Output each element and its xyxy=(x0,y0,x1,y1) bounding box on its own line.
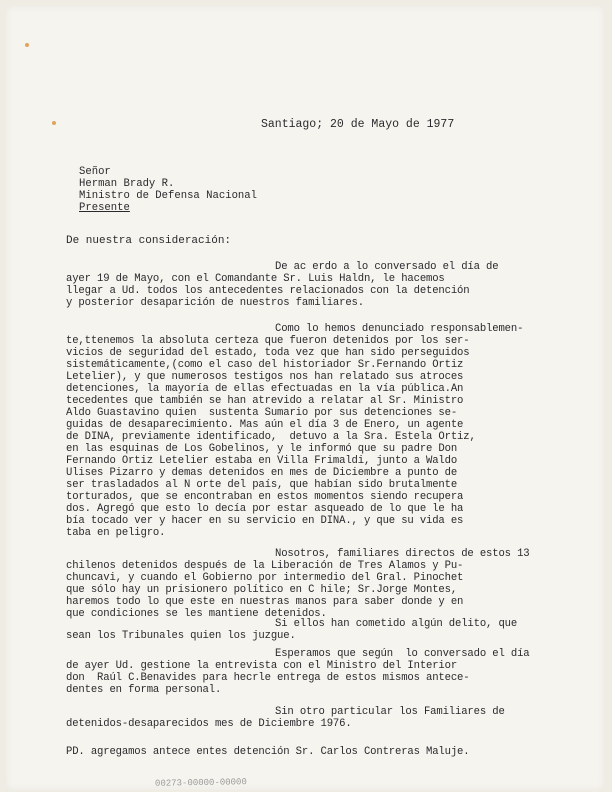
body-line: chilenos detenidos después de la Liberación de Tres Alamos y Pu- xyxy=(66,560,464,572)
body-line: torturados, que se encontraban en estos momentos siendo recupera xyxy=(66,491,464,503)
recipient-salutation: Señor xyxy=(79,166,111,178)
body-line: llegar a Ud. todos los antecedentes relacionados con la detención xyxy=(66,285,470,297)
body-line: Esperamos que según lo conversado el día xyxy=(275,648,530,660)
body-line: de DINA, previamente identificado, detuvo a la Sra. Estela Ortiz, xyxy=(66,431,476,443)
body-line: Como lo hemos denunciado responsablemen- xyxy=(275,323,524,335)
body-line: sistemáticamente,(como el caso del historiador Sr.Fernando Ortiz xyxy=(66,359,464,371)
body-line: ayer 19 de Mayo, con el Comandante Sr. Luis Haldn, le hacemos xyxy=(66,273,445,285)
body-line: Sin otro particular los Familiares de xyxy=(275,706,505,718)
body-line: sean los Tribunales quien los juzgue. xyxy=(66,630,296,642)
body-line: bía tocado ver y hacer en su servicio en DINA., y que su vida es xyxy=(66,515,464,527)
body-line: haremos todo lo que este en nuestras manos para saber donde y en xyxy=(66,596,464,608)
body-line: Aldo Guastavino quien sustenta Sumario por sus detenciones se- xyxy=(66,407,458,419)
body-line: detenciones, la mayoría de ellas efectuadas en la vía pública.An xyxy=(66,383,464,395)
letter-date: Santiago; 20 de Mayo de 1977 xyxy=(261,118,455,131)
body-line: que condiciones se les mantiene detenidos. xyxy=(66,608,327,620)
recipient-title: Ministro de Defensa Nacional xyxy=(79,190,258,202)
recipient-name: Herman Brady R. xyxy=(79,178,175,190)
postscript: PD. agregamos antece entes detención Sr. Carlos Contreras Maluje. xyxy=(66,746,470,758)
body-line: de ayer Ud. gestione la entrevista con el Ministro del Interior xyxy=(66,660,458,672)
body-line: dos. Agregó que esto lo decía por estar asqueado de lo que le ha xyxy=(66,503,464,515)
body-line: Letelier), y que numerosos testigos nos han relatado sus atroces xyxy=(66,371,464,383)
body-line: y posterior desaparición de nuestros familiares. xyxy=(66,297,364,309)
body-line: en las esquinas de Los Gobelinos, y le informó que su padre Don xyxy=(66,443,458,455)
body-line: vicios de seguridad del estado, toda vez que han sido perseguidos xyxy=(66,347,470,359)
body-line: Ulises Pizarro y demas detenidos en mes de Diciembre a punto de xyxy=(66,467,458,479)
body-line: dentes en forma personal. xyxy=(66,684,222,696)
stain-mark xyxy=(52,121,56,125)
body-line: que sólo hay un prisionero político en C hile; Sr.Jorge Montes, xyxy=(66,584,458,596)
body-line: don Raúl C.Benavides para hecrle entrega de estos mismos antece- xyxy=(66,672,470,684)
body-line: Si ellos han cometido algún delito, que xyxy=(275,618,518,630)
greeting: De nuestra consideración: xyxy=(66,235,232,247)
recipient-presente: Presente xyxy=(79,202,130,214)
stain-mark xyxy=(25,43,29,47)
body-line: Nosotros, familiares directos de estos 13 xyxy=(275,548,530,560)
body-line: tecedentes que también se han atrevido a relatar al Sr. Ministro xyxy=(66,395,464,407)
body-line: chuncavi, y cuando el Gobierno por intermedio del Gral. Pinochet xyxy=(66,572,464,584)
body-line: te,ttenemos la absoluta certeza que fueron detenidos por los ser- xyxy=(66,335,470,347)
body-line: guidas de desaparecimiento. Mas aún el día 3 de Enero, un agente xyxy=(66,419,464,431)
body-line: De ac erdo a lo conversado el día de xyxy=(275,261,499,273)
body-line: ser trasladados al N orte del país, que habían sido brutalmente xyxy=(66,479,458,491)
archive-stamp: 00273-00000-00000 xyxy=(154,777,247,789)
body-line: Fernando Ortiz Letelier estaba en Villa Frimaldi, junto a Waldo xyxy=(66,455,458,467)
body-line: detenidos-desaparecidos mes de Diciembre 1976. xyxy=(66,718,352,730)
body-line: taba en peligro. xyxy=(66,527,166,539)
